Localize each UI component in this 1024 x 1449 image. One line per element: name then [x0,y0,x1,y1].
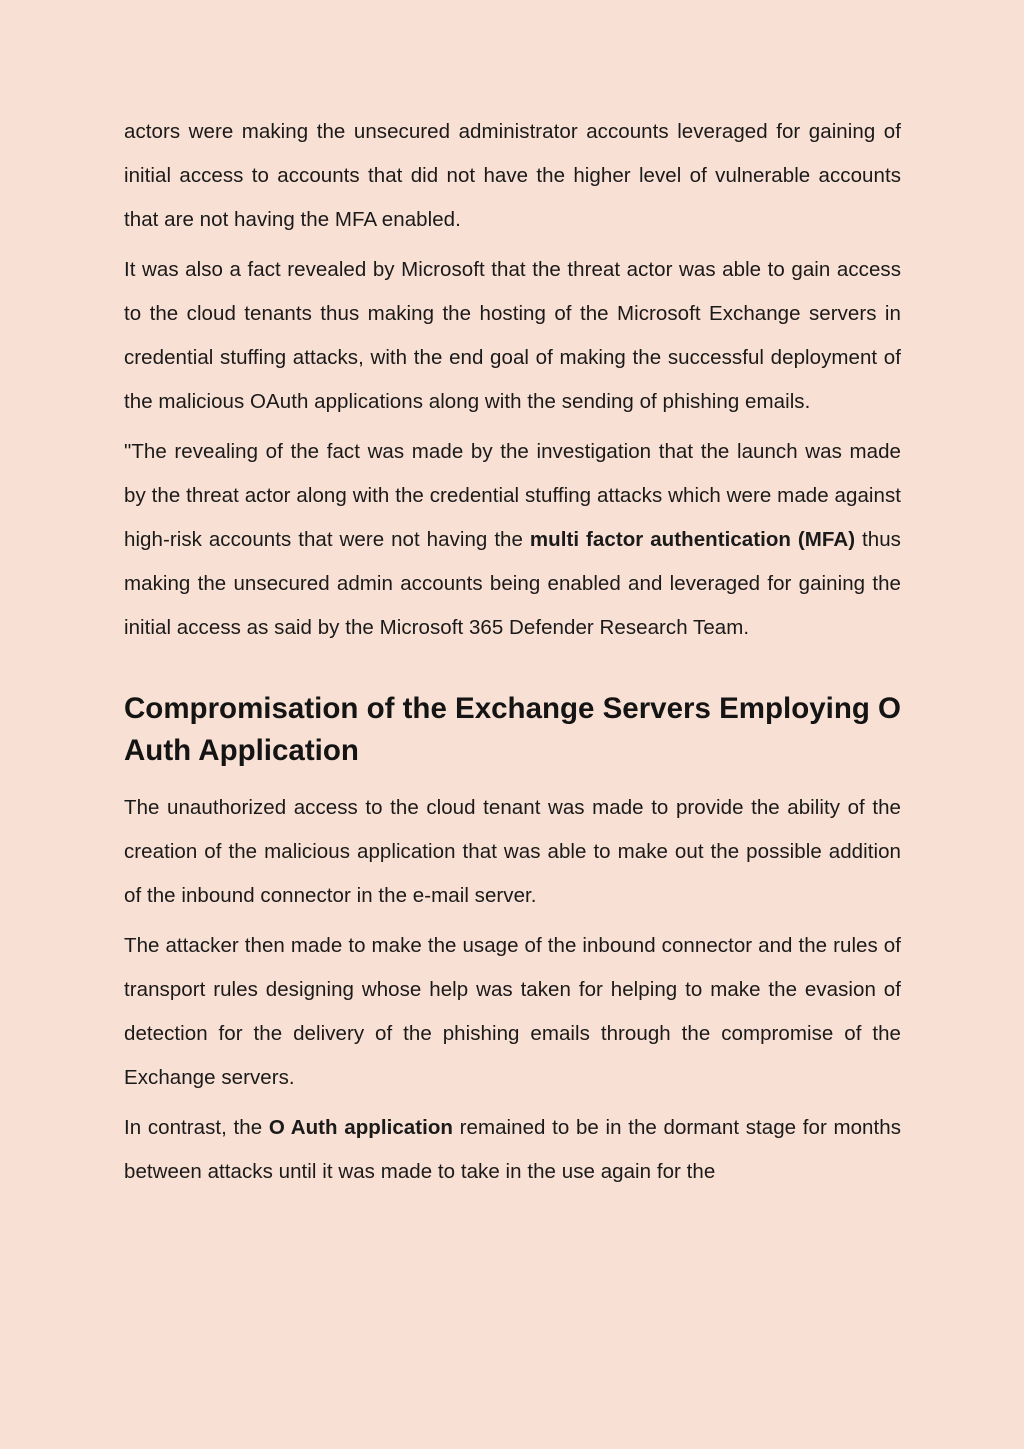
text-run: "The revealing of the fact was made by the investigation that the launch was made by the threat actor along with the credential stuffing attacks which were made against high-risk accounts that were not having the [124,440,901,551]
paragraph-p5 [124,924,901,1100]
paragraph-p4 [124,786,901,918]
text-run: The attacker then made to make the usage of the inbound connector and the rules of transport rules designing whose help was taken for helping to make the evasion of detection for the delivery of the phishing emails through the compromise of the Exchange servers. [124,934,901,1089]
text-run: It was also a fact revealed by Microsoft that the threat actor was able to gain access to the cloud tenants thus making the hosting of the Microsoft Exchange servers in credential stuffing attacks, with the end goal of making the successful deployment of the malicious OAuth applications along with the sending of phishing emails. [124,258,901,413]
section-heading: Compromisation of the Exchange Servers Employing O Auth Application [124,692,901,767]
text-run: The unauthorized access to the cloud tenant was made to provide the ability of the creation of the malicious application that was able to make out the possible addition of the inbound connector in the e-mail server. [124,796,901,907]
paragraph-p3 [124,430,901,650]
bold-text-run: multi factor authentication (MFA) [529,528,856,551]
paragraph-p6 [124,1106,901,1194]
paragraph-p1 [124,110,901,242]
paragraph-p2 [124,248,901,424]
bold-text-run: O Auth application [268,1116,453,1139]
paragraphs-before [124,110,901,650]
text-run: remained to be in the dormant stage for months between attacks until it was made to take in the use again for the [124,1116,901,1183]
text-run: thus making the unsecured admin accounts being enabled and leveraged for gaining the initial access as said by the Microsoft 365 Defender Research Team. [124,528,901,639]
text-run: In contrast, the [124,1116,269,1139]
text-run: actors were making the unsecured administrator accounts leveraged for gaining of initial access to accounts that did not have the higher level of vulnerable accounts that are not having the MFA enabled. [124,120,901,231]
paragraphs-after [124,786,901,1194]
